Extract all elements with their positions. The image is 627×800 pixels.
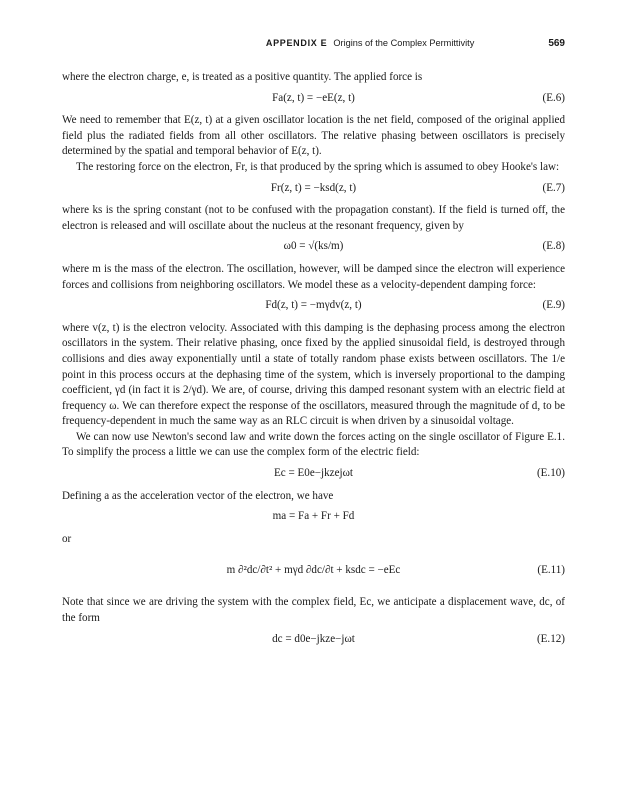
paragraph-3: The restoring force on the electron, Fr, is that produced by the spring which is assumed to obey Hooke's law: <box>76 160 560 173</box>
equation-e11-number: (E.11) <box>537 564 565 577</box>
equation-e9-body: Fd(z, t) = −mγdv(z, t) <box>265 299 362 312</box>
equation-e8-body: ω0 = √(ks/m) <box>283 240 344 253</box>
equation-e10-body: Ec = E0e−jkzejωt <box>274 467 353 480</box>
paragraph-4: where ks is the spring constant (not to be confused with the propagation constant). If the field is turned off, the electron is released and will oscillate about the nucleus at the resonant frequency, given by <box>62 204 565 232</box>
equation-e10-number: (E.10) <box>536 467 565 480</box>
equation-e11 <box>62 553 565 587</box>
equation-newton <box>62 509 565 525</box>
paragraph-9: or <box>62 532 72 545</box>
equation-e7-number: (E.7) <box>542 181 565 194</box>
paragraph-6: where v(z, t) is the electron velocity. Associated with this damping is the dephasing process among the electron oscillators in the system. Their relative phasing, once fixed by the applied sinusoidal field, is destroyed through collisions and dies away exponentially until a state of totally random phase exists between oscillators. The 1/e point in this process occurs at the dephasing time of the system, which is inversely proportional to the damping coefficient, γd (in fact it is 2/γd). We are, of course, driving this damped resonant system with an electric field at frequency ω. We can therefore expect the response of the oscillators, measured through the magnitude of d, to be frequency-dependent in much the same way as an RLC circuit is when driven by a sinusoidal voltage. <box>62 321 565 428</box>
equation-e8 <box>62 239 565 255</box>
equation-e9-number: (E.9) <box>542 299 565 312</box>
equation-e6-body: Fa(z, t) = −eE(z, t) <box>272 91 355 104</box>
paragraph-7: We can now use Newton's second law and write down the forces acting on the single oscillator of Figure E.1. To simplify the process a little we can use the complex form of the electric field: <box>62 430 565 459</box>
equation-e6-number: (E.6) <box>542 91 565 104</box>
equation-e8-number: (E.8) <box>542 240 565 253</box>
paragraph-10: Note that since we are driving the system with the complex field, Ec, we anticipate a displacement wave, dc, of the form <box>62 596 565 625</box>
equation-e11-body: m ∂²dc/∂t² + mγd ∂dc/∂t + ksdc = −eEc <box>226 564 401 577</box>
paragraph-1: where the electron charge, e, is treated as a positive quantity. The applied force is <box>62 71 423 83</box>
paragraph-5: where m is the mass of the electron. The oscillation, however, will be damped since the electron will experience forces and collisions from neighboring oscillators. We model these as a velocity-dependent damping force: <box>62 262 565 291</box>
paragraph-2: We need to remember that E(z, t) at a given oscillator location is the net field, composed of the original applied field plus the radiated fields from all other oscillators. The relative phasing between oscillators is precisely determined by the spatial and temporal behavior of E(z, t). <box>62 114 565 158</box>
equation-e12-number: (E.12) <box>536 632 565 645</box>
equation-e12 <box>62 632 565 648</box>
running-header <box>62 38 565 49</box>
equation-newton-body: ma = Fa + Fr + Fd <box>272 510 355 523</box>
equation-e9 <box>62 298 565 314</box>
paragraph-8: Defining a as the acceleration vector of the electron, we have <box>62 489 334 502</box>
appendix-label: APPENDIX E <box>265 38 328 48</box>
equation-e7-body: Fr(z, t) = −ksd(z, t) <box>270 181 357 194</box>
body-text <box>62 70 565 654</box>
equation-e10 <box>62 466 565 482</box>
equation-e7 <box>62 181 565 197</box>
equation-e6 <box>62 91 565 107</box>
page-number: 569 <box>548 38 565 49</box>
appendix-title: Origins of the Complex Permittivity <box>333 38 475 48</box>
equation-e12-body: dc = d0e−jkze−jωt <box>272 632 355 645</box>
